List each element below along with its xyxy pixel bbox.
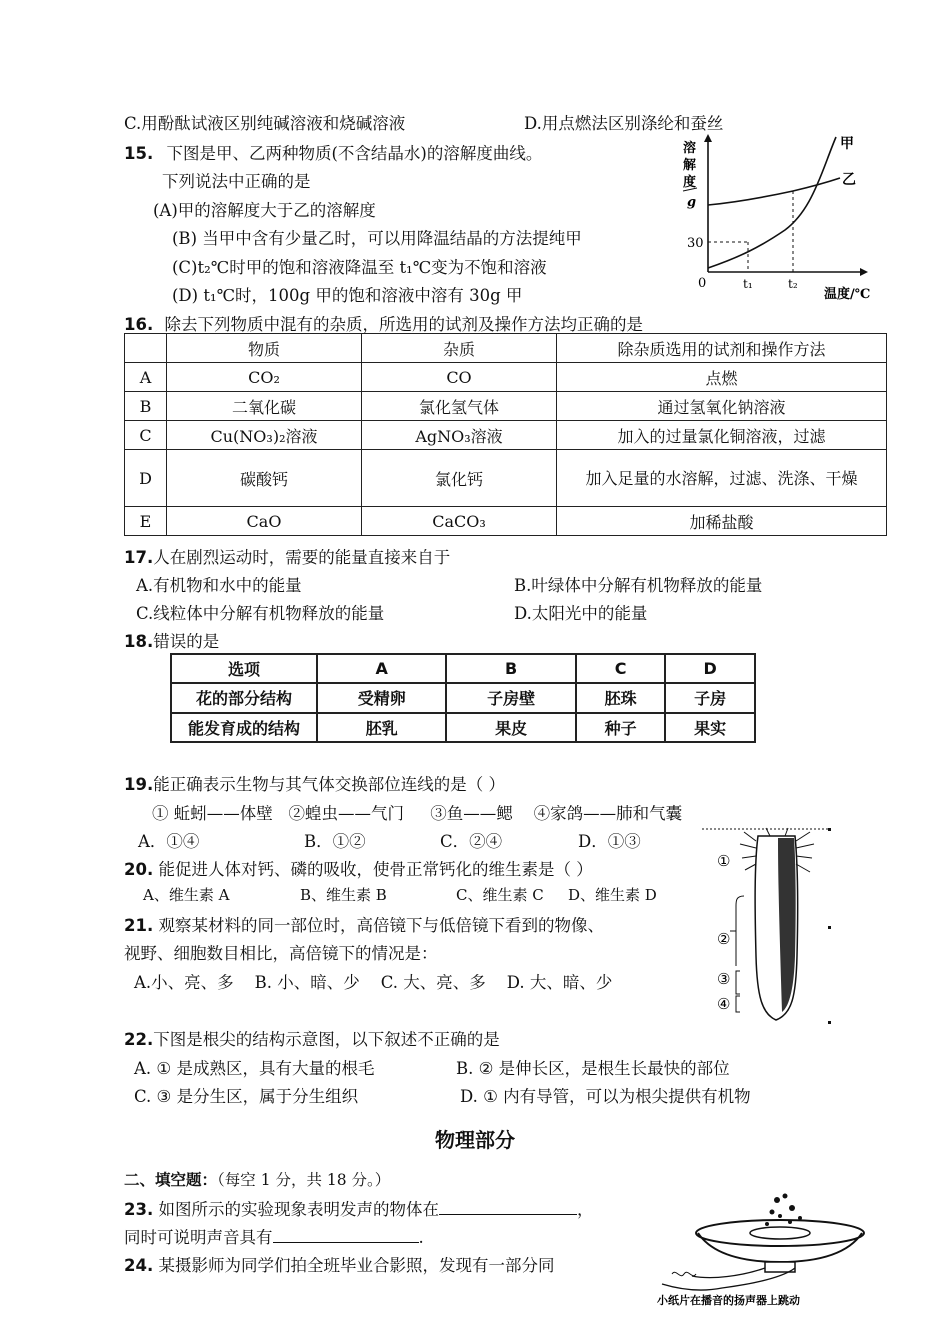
speaker-rim: [696, 1220, 864, 1246]
table-row: [125, 334, 887, 363]
ylabel-3: 度: [683, 175, 697, 190]
q19-stem-text: 能正确表示生物与其气体交换部位连线的是（ ）: [153, 775, 505, 794]
ylabel-4: g: [687, 195, 697, 210]
table-row: [125, 392, 887, 421]
table-cell: CaCO₃: [362, 507, 557, 536]
solubility-graph: [680, 132, 880, 304]
label-2: ②: [717, 930, 731, 948]
q23-text2: 同时可说明声音具有: [124, 1228, 273, 1247]
label-4: ④: [717, 995, 731, 1013]
curve-yi: [708, 178, 840, 205]
root-tip-diagram: [700, 826, 840, 1026]
q21-stem-text: 观察某材料的同一部位时，高倍镜下与低倍镜下看到的物像、: [158, 916, 604, 935]
q22-option-c: C. ③ 是分生区，属于分生组织: [134, 1087, 359, 1106]
frame-dot: [828, 926, 831, 929]
table-cell: 加入足量的水溶解，过滤、洗涤、干燥: [557, 450, 887, 507]
bracket-3: [736, 971, 740, 994]
q19-stem: [124, 771, 505, 795]
table-cell: AgNO₃溶液: [362, 421, 557, 450]
table-cell: 花的部分结构: [171, 683, 317, 712]
y-axis-arrow: [704, 134, 712, 142]
q15-number: 15.: [124, 144, 154, 163]
table-row: [171, 713, 755, 742]
q17-number: 17.: [124, 548, 154, 567]
q18-number: 18.: [124, 632, 154, 651]
table-row: [171, 683, 755, 712]
q23-text1: 如图所示的实验现象表明发声的物体在: [158, 1200, 439, 1219]
header-cell: [125, 334, 167, 363]
tick-t1: t₁: [743, 277, 753, 291]
origin-label: 0: [698, 276, 707, 291]
q24-number: 24.: [124, 1256, 154, 1275]
q24-line1: [124, 1252, 554, 1276]
q23-blank-2: [273, 1228, 419, 1243]
table-cell: 氯化氢气体: [362, 392, 557, 421]
xlabel: 温度/℃: [824, 287, 871, 302]
q15-option-b: (B) 当甲中含有少量乙时，可以用降温结晶的方法提纯甲: [172, 229, 582, 248]
q22-option-d: D. ① 内有导管，可以为根尖提供有机物: [460, 1087, 751, 1106]
label-yi: 乙: [842, 172, 856, 188]
table-cell: C: [576, 654, 666, 683]
q17-stem: [124, 544, 450, 568]
table-cell: 二氧化碳: [167, 392, 362, 421]
table-cell: A: [125, 363, 167, 392]
table-row: [125, 507, 887, 536]
table-cell: 种子: [576, 713, 666, 742]
q17-option-b: B.叶绿体中分解有机物释放的能量: [514, 576, 763, 595]
q18-stem: [124, 628, 219, 652]
table-cell: A: [317, 654, 446, 683]
table-cell: D: [125, 450, 167, 507]
q19-option-d: D．①③: [578, 832, 641, 851]
q19-option-a: A．①④: [138, 832, 200, 851]
q19-option-b: B．①②: [304, 832, 366, 851]
table-cell: 氯化钙: [362, 450, 557, 507]
q19-items: ① 蚯蚓——体壁 ②蝗虫——气门 ③鱼——鳃 ④家鸽——肺和气囊: [152, 804, 683, 823]
q19-number: 19.: [124, 775, 154, 794]
q18-table: [170, 653, 756, 743]
q20-stem-text: 能促进人体对钙、磷的吸收，使骨正常钙化的维生素是（ ）: [158, 860, 593, 879]
q22-stem: [124, 1026, 500, 1050]
table-cell: 子房: [665, 683, 755, 712]
label-1: ①: [717, 852, 731, 870]
q21-stem2: 视野、细胞数目相比，高倍镜下的情况是：: [124, 944, 438, 963]
label-3: ③: [717, 970, 731, 988]
q24-text: 某摄影师为同学们拍全班毕业合影照，发现有一部分同: [158, 1256, 555, 1275]
header-cell: 除杂质选用的试剂和操作方法: [557, 334, 887, 363]
q15-option-c: (C)t₂℃时甲的饱和溶液降温至 t₁℃变为不饱和溶液: [172, 258, 547, 277]
header-cell: 物质: [167, 334, 362, 363]
table-cell: 通过氢氧化钠溶液: [557, 392, 887, 421]
q20-option-b: B、维生素 B: [300, 886, 387, 904]
table-cell: 选项: [171, 654, 317, 683]
section-heading: [124, 1168, 390, 1190]
q15-stem2: 下列说法中正确的是: [162, 172, 311, 191]
q20-stem: [124, 856, 593, 880]
q15-stem-text: 下图是甲、乙两种物质(不含结晶水)的溶解度曲线。: [166, 144, 543, 163]
table-row: [125, 421, 887, 450]
table-cell: C: [125, 421, 167, 450]
q17-option-a: A.有机物和水中的能量: [136, 576, 302, 595]
q23-comma: ，: [576, 1200, 594, 1219]
tick-30: 30: [687, 236, 704, 251]
table-row: [125, 363, 887, 392]
q23-line2: [124, 1224, 424, 1248]
frame-dot: [828, 1021, 831, 1024]
section-note: （每空 1 分，共 18 分。）: [217, 1171, 391, 1189]
table-cell: CO₂: [167, 363, 362, 392]
q17-option-d: D.太阳光中的能量: [514, 604, 648, 623]
table-cell: 碳酸钙: [167, 450, 362, 507]
table-cell: CaO: [167, 507, 362, 536]
table-cell: CO: [362, 363, 557, 392]
q16-stem-text: 除去下列物质中混有的杂质，所选用的试剂及操作方法均正确的是: [164, 315, 643, 334]
q22-option-b: B. ② 是伸长区，是根生长最快的部位: [456, 1059, 730, 1078]
q14-option-d: D.用点燃法区别涤纶和蚕丝: [524, 114, 724, 133]
q20-option-d: D、维生素 D: [568, 886, 657, 904]
q22-option-a: A. ① 是成熟区，具有大量的根毛: [134, 1059, 375, 1078]
q20-option-c: C、维生素 C: [456, 886, 544, 904]
tick-t2: t₂: [788, 277, 798, 291]
q23-line1: [124, 1196, 593, 1220]
q22-number: 22.: [124, 1030, 154, 1049]
table-row: [171, 654, 755, 683]
table-cell: Cu(NO₃)₂溶液: [167, 421, 362, 450]
q21-options: A.小、亮、多 B. 小、暗、少 C. 大、亮、多 D. 大、暗、少: [134, 973, 613, 992]
ylabel-1: 溶: [683, 141, 697, 156]
label-jia: 甲: [840, 136, 854, 152]
table-cell: E: [125, 507, 167, 536]
table-cell: 受精卵: [317, 683, 446, 712]
table-cell: B: [446, 654, 575, 683]
q15-option-a: (A)甲的溶解度大于乙的溶解度: [153, 201, 376, 220]
table-cell: 加稀盐酸: [557, 507, 887, 536]
q15-stem: [124, 140, 542, 164]
table-cell: 加入的过量氯化铜溶液，过滤: [557, 421, 887, 450]
speaker-cone: [698, 1233, 862, 1262]
table-cell: D: [665, 654, 755, 683]
speaker-caption: 小纸片在播音的扬声器上跳动: [657, 1294, 800, 1307]
ylabel-2: 解: [683, 158, 697, 173]
q16-table: [124, 333, 887, 536]
q21-stem: [124, 912, 604, 936]
wire-coil: [672, 1272, 696, 1275]
q23-blank-1: [439, 1200, 577, 1215]
table-cell: B: [125, 392, 167, 421]
speaker-illustration: [652, 1188, 892, 1308]
q19-option-c: C．②④: [440, 832, 503, 851]
frame-dot: [828, 828, 831, 831]
q23-number: 23.: [124, 1200, 154, 1219]
section-label: 二、填空题：: [124, 1171, 218, 1189]
q23-period: .: [418, 1228, 424, 1247]
q17-option-c: C.线粒体中分解有机物释放的能量: [136, 604, 385, 623]
table-row: [125, 450, 887, 507]
speaker-center: [750, 1227, 810, 1239]
bracket-2: [730, 896, 744, 966]
q14-option-c: C.用酚酞试液区别纯碱溶液和烧碱溶液: [124, 114, 406, 133]
table-cell: 能发育成的结构: [171, 713, 317, 742]
x-axis-arrow: [860, 268, 868, 276]
q18-stem-text: 错误的是: [153, 632, 220, 651]
table-cell: 果皮: [446, 713, 575, 742]
table-cell: 胚乳: [317, 713, 446, 742]
table-cell: 子房壁: [446, 683, 575, 712]
q16-number: 16.: [124, 315, 154, 334]
q20-option-a: A、维生素 A: [143, 886, 230, 904]
table-cell: 果实: [665, 713, 755, 742]
q20-number: 20.: [124, 860, 154, 879]
header-cell: 杂质: [362, 334, 557, 363]
section-title: 物理部分: [435, 1128, 515, 1152]
q15-option-d: (D) t₁℃时，100g 甲的饱和溶液中溶有 30g 甲: [172, 286, 523, 305]
q21-number: 21.: [124, 916, 154, 935]
table-cell: 点燃: [557, 363, 887, 392]
table-cell: 胚珠: [576, 683, 666, 712]
q16-stem: [124, 311, 643, 335]
bracket-4: [736, 996, 740, 1012]
q17-stem-text: 人在剧烈运动时，需要的能量直接来自于: [153, 548, 451, 567]
q22-stem-text: 下图是根尖的结构示意图，以下叙述不正确的是: [153, 1030, 500, 1049]
